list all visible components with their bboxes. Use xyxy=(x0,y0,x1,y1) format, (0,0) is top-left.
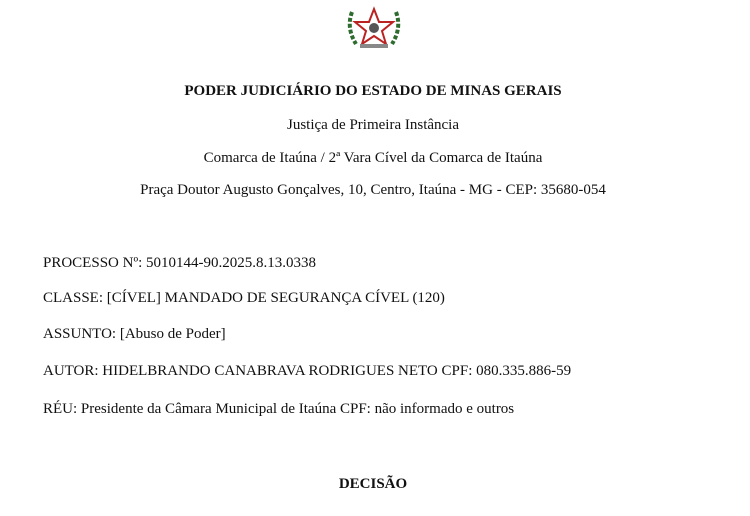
court-line: Comarca de Itaúna / 2ª Vara Cível da Comarca de Itaúna xyxy=(203,150,543,166)
address-line: Praça Doutor Augusto Gonçalves, 10, Centro, Itaúna - MG - CEP: 35680-054 xyxy=(140,182,606,198)
section-title: DECISÃO xyxy=(338,476,408,492)
reu-field: RÉU: Presidente da Câmara Municipal de Itaúna CPF: não informado e outros xyxy=(43,401,515,417)
minas-gerais-coat-of-arms-icon xyxy=(342,4,406,52)
instance-line: Justiça de Primeira Instância xyxy=(286,117,460,133)
processo-field: PROCESSO Nº: 5010144-90.2025.8.13.0338 xyxy=(43,255,317,271)
court-title: PODER JUDICIÁRIO DO ESTADO DE MINAS GERAIS xyxy=(184,83,562,99)
autor-field: AUTOR: HIDELBRANDO CANABRAVA RODRIGUES NETO CPF: 080.335.886-59 xyxy=(43,363,572,379)
assunto-field: ASSUNTO: [Abuso de Poder] xyxy=(43,326,226,342)
classe-field: CLASSE: [CÍVEL] MANDADO DE SEGURANÇA CÍVEL (120) xyxy=(43,290,445,306)
